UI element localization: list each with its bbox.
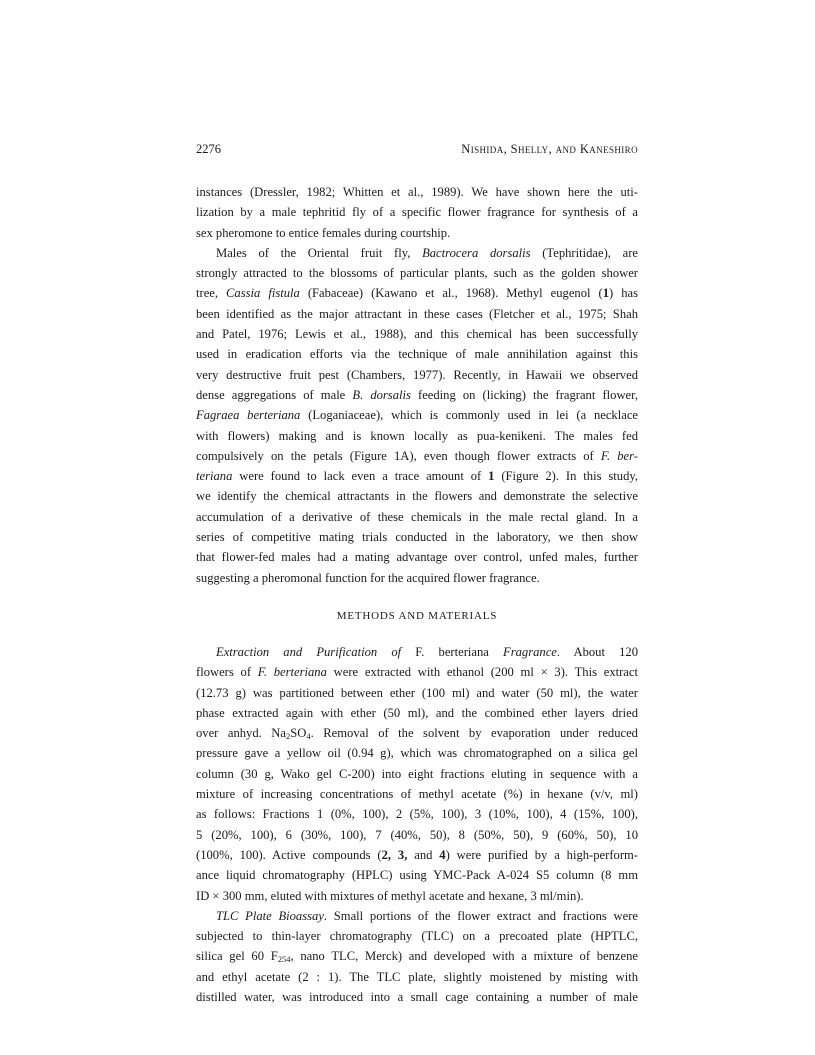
text-line: instances (Dressler, 1982; Whitten et al., 1989). We have shown here the uti- [196, 185, 638, 199]
text-line: (100%, 100). Active compounds (2, 3, and 4) were purified by a high-perform- [196, 847, 639, 862]
text-line: 5 (20%, 100), 6 (30%, 100), 7 (40%, 50), 8 (50%, 50), 9 (60%, 50), 10 [196, 827, 638, 842]
text-line: distilled water, was introduced into a small cage containing a number of male [196, 989, 638, 1004]
text-line: sex pheromone to entice females during courtship. [196, 225, 451, 240]
page-header [196, 142, 638, 162]
text-line: dense aggregations of male B. dorsalis feeding on (licking) the fragrant flower, [196, 387, 638, 402]
text-line: (12.73 g) was partitioned between ether (100 ml) and water (50 ml), the water [196, 685, 638, 700]
text-line: very destructive fruit pest (Chambers, 1977). Recently, in Hawaii we observed [196, 367, 638, 382]
text-line: Fagraea berteriana (Loganiaceae), which is commonly used in lei (a necklace [196, 408, 638, 423]
text-line: pressure gave a yellow oil (0.94 g), which was chromatographed on a silica gel [196, 746, 638, 761]
text-line: tree, Cassia fistula (Fabaceae) (Kawano et al., 1968). Methyl eugenol (1) has [196, 286, 639, 301]
text-line: silica gel 60 $F_{254}$, nano TLC, Merck) and developed with a mixture of benzene [196, 949, 638, 965]
text-line: used in eradication efforts via the technique of male annihilation against this [196, 347, 638, 362]
section-heading: METHODS AND MATERIALS [336, 609, 498, 622]
running-head: Nishida, Shelly, and Kaneshiro [461, 142, 638, 156]
text-line: TLC Plate Bioassay. Small portions of the flower extract and fractions were [216, 908, 638, 923]
text-line: over anhyd. $Na_2SO_4$. Removal of the solvent by evaporation under reduced [196, 726, 638, 742]
paragraph-3 [196, 642, 638, 906]
text-line: mixture of increasing concentrations of methyl acetate (%) in hexane (v/v, ml) [196, 787, 638, 802]
text-line: suggesting a pheromonal function for the acquired flower fragrance. [196, 570, 540, 585]
text-line: been identified as the major attractant in these cases (Fletcher et al., 1975; Shah [196, 306, 638, 321]
body-text [196, 182, 638, 1007]
text-line: lization by a male tephritid fly of a specific flower fragrance for synthesis of a [196, 205, 638, 220]
text-line: phase extracted again with ether (50 ml), and the combined ether layers dried [196, 705, 638, 720]
text-line: Males of the Oriental fruit fly, Bactrocera dorsalis (Tephritidae), are [216, 245, 638, 260]
paragraph-4 [196, 906, 638, 1007]
paragraph-2 [196, 243, 638, 588]
text-line: compulsively on the petals (Figure 1A), even though flower extracts of F. ber- [196, 448, 638, 463]
text-line: ance liquid chromatography (HPLC) using YMC-Pack A-024 S5 column (8 mm [196, 868, 638, 883]
text-line: flowers of F. berteriana were extracted with ethanol (200 ml × 3). This extract [196, 665, 638, 680]
paragraph-1 [196, 182, 638, 243]
text-line: column (30 g, Wako gel C-200) into eight fractions eluting in sequence with a [196, 766, 638, 781]
text-line: with flowers) making and is known locally as pua-kenikeni. The males fed [196, 428, 638, 443]
text-line: ID × 300 mm, eluted with mixtures of methyl acetate and hexane, 3 ml/min). [196, 888, 584, 903]
text-line: as follows: Fractions 1 (0%, 100), 2 (5%, 100), 3 (10%, 100), 4 (15%, 100), [196, 807, 638, 822]
text-line: and Patel, 1976; Lewis et al., 1988), and this chemical has been successfully [196, 327, 638, 342]
page-number: 2276 [196, 142, 221, 156]
text-line: that flower-fed males had a mating advantage over control, unfed males, further [196, 550, 638, 565]
text-line: and ethyl acetate (2 : 1). The TLC plate, slightly moistened by misting with [196, 969, 638, 984]
text-line: we identify the chemical attractants in the flowers and demonstrate the selective [196, 489, 638, 504]
text-line: subjected to thin-layer chromatography (TLC) on a precoated plate (HPTLC, [196, 929, 638, 944]
text-line: strongly attracted to the blossoms of particular plants, such as the golden shower [196, 266, 638, 281]
text-line: series of competitive mating trials conducted in the laboratory, we then show [196, 530, 638, 545]
text-line: Extraction and Purification of F. berteriana Fragrance. About 120 [216, 644, 638, 659]
text-line: accumulation of a derivative of these chemicals in the male rectal gland. In a [196, 509, 638, 524]
text-line: teriana were found to lack even a trace amount of 1 (Figure 2). In this study, [196, 469, 638, 484]
